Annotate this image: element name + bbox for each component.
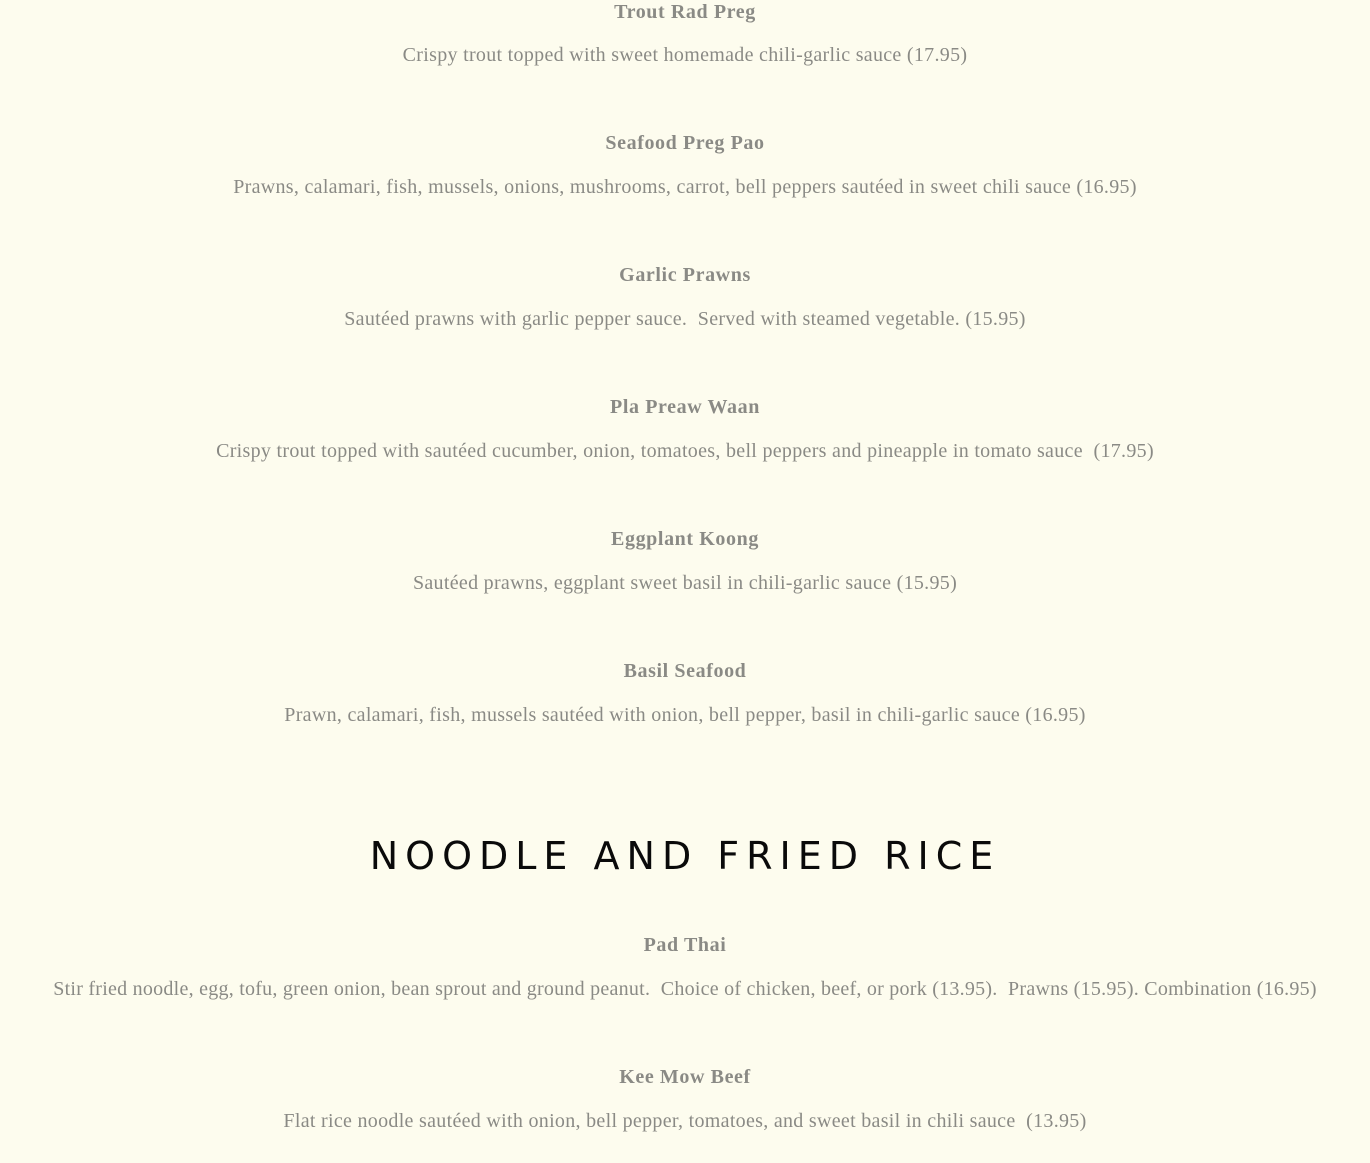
menu-item-name: Eggplant Koong xyxy=(611,528,759,550)
menu-item-name: Kee Mow Beef xyxy=(619,1066,751,1088)
menu-item-description: Crispy trout topped with sweet homemade chili-garlic sauce (17.95) xyxy=(402,44,968,66)
menu-item-name: Seafood Preg Pao xyxy=(605,132,765,154)
menu-item-name: Basil Seafood xyxy=(623,660,747,682)
menu-item-name: Trout Rad Preg xyxy=(614,1,756,23)
section-heading-noodle-fried-rice: NOODLE AND FRIED RICE xyxy=(369,834,1001,878)
menu-item-description: Flat rice noodle sautéed with onion, bell pepper, tomatoes, and sweet basil in chili sauce (13.95) xyxy=(283,1110,1087,1132)
menu-item-name: Garlic Prawns xyxy=(619,264,751,286)
menu-item-description: Prawns, calamari, fish, mussels, onions, mushrooms, carrot, bell peppers sautéed in sweet chili sauce (16.95) xyxy=(233,176,1137,198)
menu-item-description: Sautéed prawns, eggplant sweet basil in chili-garlic sauce (15.95) xyxy=(412,572,958,594)
menu-item-description: Crispy trout topped with sautéed cucumber, onion, tomatoes, bell peppers and pineapple in tomato sauce (17.95) xyxy=(216,440,1154,462)
menu-item-description: Stir fried noodle, egg, tofu, green onion, bean sprout and ground peanut. Choice of chicken, beef, or pork (13.95). Prawns (15.95). Combination (16.95) xyxy=(53,978,1317,1000)
menu-item-description: Prawn, calamari, fish, mussels sautéed with onion, bell pepper, basil in chili-garlic sauce (16.95) xyxy=(284,704,1086,726)
menu-item-description: Sautéed prawns with garlic pepper sauce. Served with steamed vegetable. (15.95) xyxy=(344,308,1026,330)
menu-item-name: Pad Thai xyxy=(643,934,727,956)
menu-item-name: Pla Preaw Waan xyxy=(610,396,760,418)
